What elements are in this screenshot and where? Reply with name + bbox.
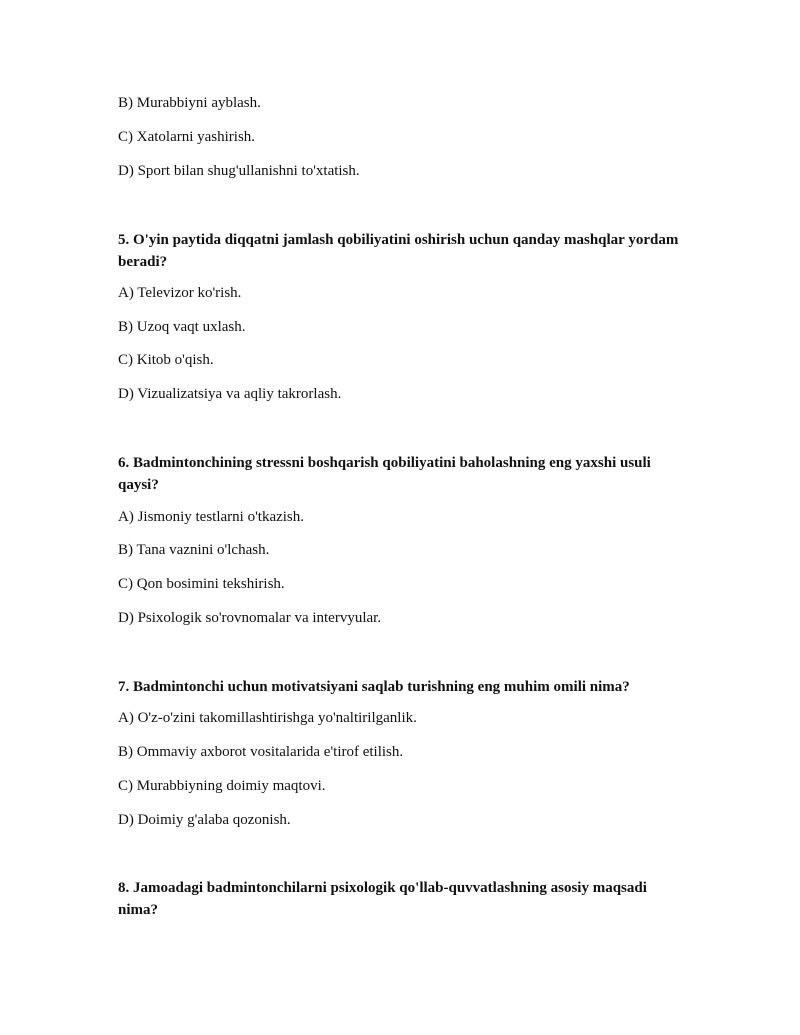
question-5-option-c: C) Kitob o'qish. [118,352,214,368]
option-c: C) Xatolarni yashirish. [118,129,256,145]
question-7: 7. Badmintonchi uchun motivatsiyani saqlab turishning eng muhim omili nima? [118,679,630,695]
question-6-option-d: D) Psixologik so'rovnomalar va intervyular. [118,610,382,626]
question-8: 8. Jamoadagi badmintonchilarni psixologik qo'llab-quvvatlashning asosiy maqsadi nima? [118,880,647,918]
question-7-option-a: A) O'z-o'zini takomillashtirishga yo'naltirilganlik. [118,710,417,726]
question-5: 5. O'yin paytida diqqatni jamlash qobiliyatini oshirish uchun qanday mashqlar yordam beradi? [118,232,679,270]
question-6-option-b: B) Tana vaznini o'lchash. [118,542,270,558]
option-d: D) Sport bilan shug'ullanishni to'xtatish. [118,163,360,179]
question-7-option-c: C) Murabbiyning doimiy maqtovi. [118,778,326,794]
question-7-option-d: D) Doimiy g'alaba qozonish. [118,812,291,828]
question-5-option-a: A) Televizor ko'rish. [118,285,242,301]
option-b: B) Murabbiyni ayblash. [118,95,261,111]
question-6-option-c: C) Qon bosimini tekshirish. [118,576,285,592]
question-7-option-b: B) Ommaviy axborot vositalarida e'tirof etilish. [118,744,404,760]
question-5-option-d: D) Vizualizatsiya va aqliy takrorlash. [118,386,342,402]
question-5-option-b: B) Uzoq vaqt uxlash. [118,319,246,335]
question-6: 6. Badmintonchining stressni boshqarish qobiliyatini baholashning eng yaxshi usuli qaysi? [118,455,651,493]
question-6-option-a: A) Jismoniy testlarni o'tkazish. [118,509,305,525]
